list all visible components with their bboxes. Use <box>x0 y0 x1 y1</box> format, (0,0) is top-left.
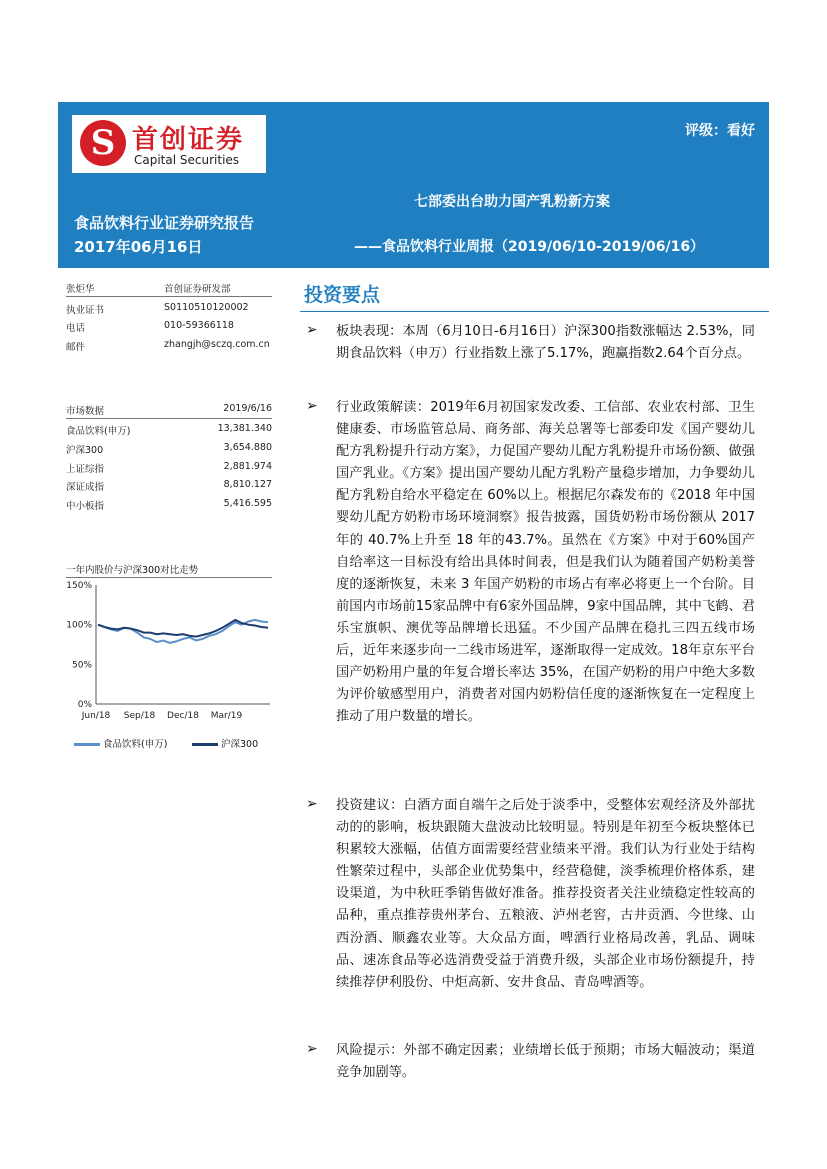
bullet-icon: ➢ <box>306 796 318 812</box>
x-tick-label: Jun/18 <box>81 711 111 721</box>
logo-english-name: Capital Securities <box>134 153 240 167</box>
legend-item: 食品饮料(申万) <box>74 736 167 750</box>
key-point-risk: 风险提示：外部不确定因素；业绩增长低于预期；市场大幅波动；渠道竞争加剧等。 <box>336 1043 755 1081</box>
report-type: 食品饮料行业证券研究报告 <box>74 214 255 232</box>
key-point-policy: 行业政策解读：2019年6月初国家发改委、工信部、农业农村部、卫生健康委、市场监管总局、商务部、海关总署等七部委印发《国产婴幼儿配方乳粉提升行动方案》，力促国产婴幼儿配方乳粉提升市场份额、做强国产乳业。《方案》提出国产婴幼儿配方乳粉产量稳步增加，力争婴幼儿配方乳粉自给水平稳定在 60%以上。根据尼尔森发布的《2018 年中国婴幼儿配方奶粉市场环境洞察》报告披露，国货奶粉市场份额从 2017 年的 40.7%上升至 18 年的43.7%。虽然在《方案》中对于60%国产自给率这一目标没有给出具体时间表，但是我们认为随着国产奶粉美誉度的逐渐恢复，未来 3 年国产奶粉的市场占有率必将更上一个台阶。目前国内市场前15家品牌中有6家外国品牌，9家中国品牌，其中飞鹤、君乐宝旗帜、澳优等品牌增长迅猛。不少国产品牌在稳扎三四五线市场后，近年来逐步向一二线市场进军，逐渐取得一定成效。18年京东平台国产奶粉用户量的年复合增长率达 35%，在国产奶粉的用户中绝大多数为评价敏感型用户，消费者对国内奶粉信任度的逐渐恢复在一定程度上推动了用户数量的增长。 <box>336 400 755 725</box>
divider <box>300 311 769 312</box>
report-title: 七部委出台助力国产乳粉新方案 <box>414 194 610 210</box>
analyst-org: 首创证券研发部 <box>164 284 231 295</box>
bullet-icon: ➢ <box>306 1041 318 1057</box>
y-tick-label: 50% <box>71 660 92 671</box>
x-tick-label: Sep/18 <box>123 711 156 721</box>
stock-comparison-chart <box>62 578 276 728</box>
report-date: 2017年06月16日 <box>74 238 203 256</box>
key-point-performance: 板块表现：本周（6月10日-6月16日）沪深300指数涨幅达 2.53%，同期食品饮料（申万）行业指数上涨了5.17%，跑赢指数2.64个百分点。 <box>336 324 755 362</box>
legend-swatch <box>74 743 100 746</box>
y-tick-label: 100% <box>66 620 92 631</box>
report-subtitle: ——食品饮料行业周报（2019/06/10-2019/06/16） <box>354 239 705 255</box>
logo-chinese-name: 首创证券 <box>132 125 245 155</box>
bullet-icon: ➢ <box>306 322 318 338</box>
legend-swatch <box>192 743 218 746</box>
divider <box>66 418 272 419</box>
legend-item: 沪深300 <box>192 736 258 750</box>
y-tick-label: 0% <box>77 700 92 710</box>
x-tick-label: Dec/18 <box>167 711 199 721</box>
y-tick-label: 150% <box>66 581 92 591</box>
section-title: 投资要点 <box>304 284 381 306</box>
divider <box>66 296 272 297</box>
key-point-investment: 投资建议：白酒方面自端午之后处于淡季中，受整体宏观经济及外部扰动的的影响，板块跟随大盘波动比较明显。特别是年初至今板块整体已积累较大涨幅，估值方面需要经营业绩来平滑。我们认为行业处于结构性繁荣过程中，头部企业优势集中，经营稳健，淡季梳理价格体系，建设渠道，为中秋旺季销售做好准备。推荐投资者关注业绩稳定性较高的品种，重点推荐贵州茅台、五粮液、泸州老窖，古井贡酒、今世缘、山西汾酒、顺鑫农业等。大众品方面，啤酒行业格局改善，乳品、调味品、速冻食品等必选消费受益于消费升级，头部企业市场份额提升，持续推荐伊利股份、中炬高新、安井食品、青岛啤酒等。 <box>336 798 755 990</box>
rating-label: 评级：看好 <box>685 123 755 139</box>
series-line <box>98 620 268 637</box>
logo-emblem-icon: S <box>80 120 126 166</box>
x-tick-label: Mar/19 <box>210 711 243 721</box>
bullet-icon: ➢ <box>306 398 318 414</box>
company-logo <box>72 115 266 173</box>
analyst-name: 张炬华 <box>66 284 95 295</box>
chart-title: 一年内股价与沪深300对比走势 <box>66 565 199 576</box>
